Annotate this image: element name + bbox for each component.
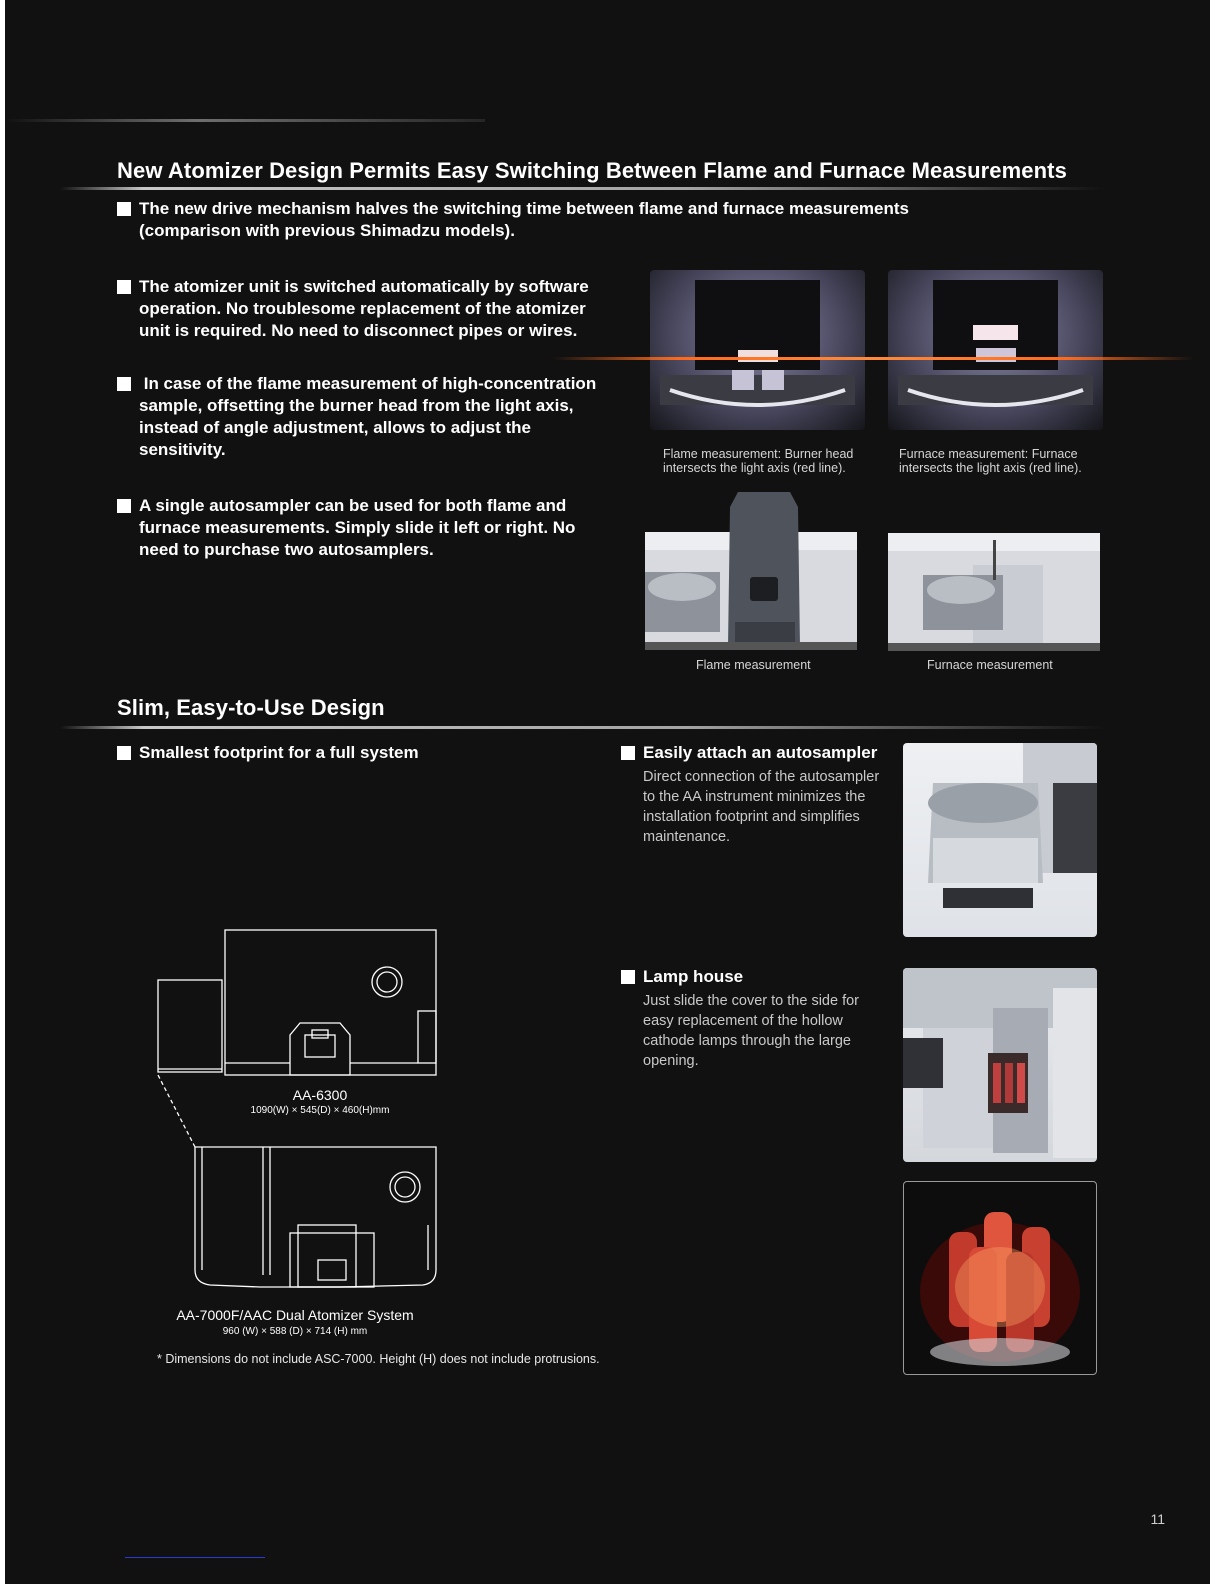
- bullet-lamp-house: Lamp house: [621, 966, 901, 988]
- bullet-square-icon: [117, 202, 131, 216]
- bullet-square-icon: [117, 746, 131, 760]
- light-axis-line: [553, 357, 1193, 360]
- caption-flame-system: Flame measurement: [696, 658, 811, 672]
- top-divider: [5, 119, 485, 122]
- footprint-diagram: [150, 925, 450, 1350]
- bullet-square-icon: [117, 280, 131, 294]
- dimensions-note: * Dimensions do not include ASC-7000. Height (H) does not include protrusions.: [157, 1352, 600, 1366]
- section-heading-slim-design: Slim, Easy-to-Use Design: [117, 695, 385, 720]
- old-model-name: AA-6300: [292, 1087, 348, 1103]
- bullet-footprint: Smallest footprint for a full system: [117, 742, 567, 764]
- lamp-house-photo: [903, 968, 1097, 1162]
- bullet-burner-offset: In case of the flame measurement of high-concentration sample, offsetting the burner head from the light axis, instead of angle adjustment, allows to adjust the sensitivity.: [117, 373, 617, 461]
- bullet-square-icon: [621, 970, 635, 984]
- flame-system-photo: [640, 492, 862, 654]
- old-model-dims: 1090(W) × 545(D) × 460(H)mm: [250, 1105, 390, 1116]
- bullet-square-icon: [117, 499, 131, 513]
- bullet-drive-mechanism: The new drive mechanism halves the switching time between flame and furnace measurements (comparison with previous Shimadzu models).: [117, 198, 1017, 242]
- autosampler-photo: [903, 743, 1097, 937]
- new-model-name: AA-7000F/AAC Dual Atomizer System: [176, 1307, 414, 1323]
- brochure-page: [5, 0, 1210, 1584]
- hollow-cathode-lamps-photo: [903, 1181, 1097, 1375]
- section-rule: [60, 187, 1105, 190]
- section-heading-atomizer: New Atomizer Design Permits Easy Switching Between Flame and Furnace Measurements: [117, 158, 1067, 183]
- bullet-autosampler: Easily attach an autosampler: [621, 742, 901, 764]
- new-model-dims: 960 (W) × 588 (D) × 714 (H) mm: [222, 1326, 368, 1337]
- bullet-auto-switch: The atomizer unit is switched automatically by software operation. No troublesome replacement of the atomizer unit is required. No need to disconnect pipes or wires.: [117, 276, 617, 342]
- furnace-atomizer-photo: [888, 270, 1103, 430]
- caption-furnace-atomizer: Furnace measurement: Furnace intersects the light axis (red line).: [899, 447, 1082, 475]
- caption-flame-atomizer: Flame measurement: Burner head intersects the light axis (red line).: [663, 447, 854, 475]
- section-rule: [60, 726, 1105, 729]
- furnace-system-photo: [883, 525, 1105, 655]
- bullet-square-icon: [621, 746, 635, 760]
- autosampler-description: Direct connection of the autosampler to the AA instrument minimizes the installation footprint and simplifies maintenance.: [643, 769, 880, 845]
- bullet-square-icon: [117, 377, 131, 391]
- lamp-house-description: Just slide the cover to the side for easy replacement of the hollow cathode lamps through the large opening.: [643, 993, 859, 1069]
- flame-atomizer-photo: [650, 270, 865, 430]
- caption-furnace-system: Furnace measurement: [927, 658, 1053, 672]
- footer-link-underline[interactable]: [125, 1557, 265, 1558]
- bullet-single-autosampler: A single autosampler can be used for both flame and furnace measurements. Simply slide it left or right. No need to purchase two autosamplers.: [117, 495, 617, 561]
- page-number: 11: [1150, 1511, 1165, 1527]
